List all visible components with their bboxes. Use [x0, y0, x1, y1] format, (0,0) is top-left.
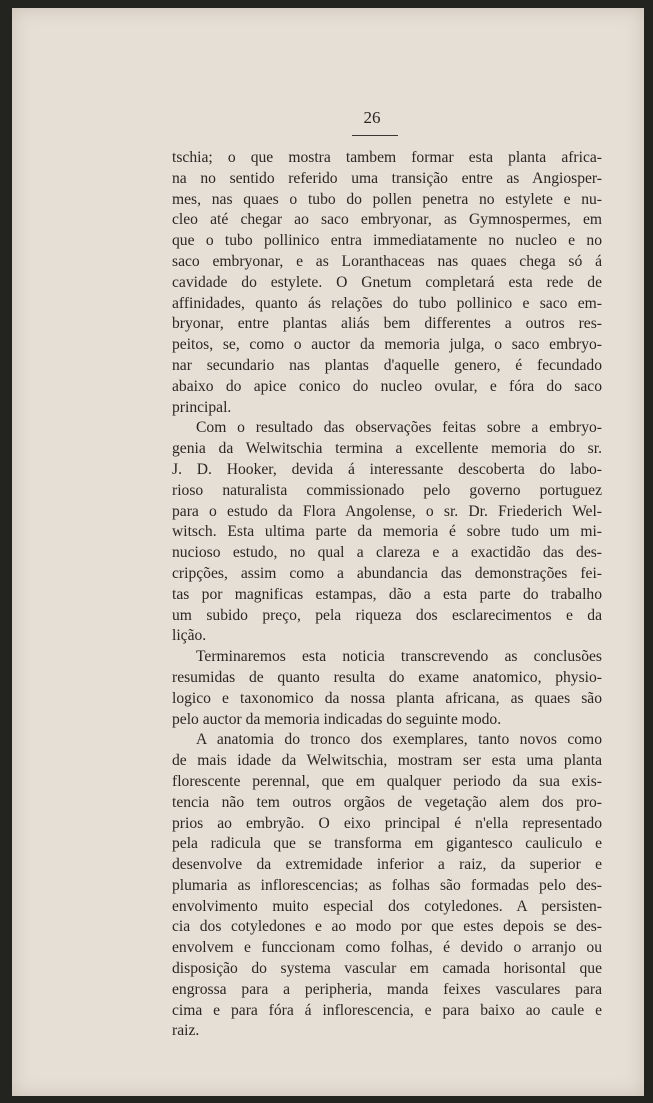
text-line: pela radicula que se transforma em gigantesco cauliculo e — [172, 835, 602, 853]
text-line: nucioso estudo, no qual a clareza e a exactidão das des- — [172, 544, 602, 562]
text-line: peitos, se, como o auctor da memoria julga, o saco embryo- — [172, 336, 602, 354]
text-line: witsch. Esta ultima parte da memoria é sobre tudo um mi- — [172, 523, 602, 541]
text-line: um subido preço, pela riqueza dos esclarecimentos e da — [172, 606, 602, 624]
page-number: 26 — [363, 108, 381, 127]
text-line: logico e taxonomico da nossa planta africana, as quaes são — [172, 689, 602, 707]
text-line: mes, nas quaes o tubo do pollen penetra no estylete e nu- — [172, 190, 602, 208]
text-line: nar secundario nas plantas d'aquelle genero, é fecundado — [172, 356, 602, 374]
text-line: Com o resultado das observações feitas sobre a embryo- — [196, 419, 602, 437]
page-number-rule — [352, 135, 398, 136]
text-line: principal. — [172, 398, 232, 416]
text-line: cavidade do estylete. O Gnetum completará esta rede de — [172, 273, 602, 291]
paragraph — [172, 730, 602, 1042]
book-page — [12, 8, 644, 1096]
text-line: bryonar, entre plantas aliás bem differentes a outros res- — [172, 315, 602, 333]
text-line: cima e para fóra á inflorescencia, e para baixo ao caule e — [172, 1001, 602, 1019]
text-line: Terminaremos esta noticia transcrevendo as conclusões — [196, 648, 602, 666]
paragraph — [172, 418, 602, 647]
body-text — [172, 148, 602, 1042]
text-line: J. D. Hooker, devida á interessante descoberta do labo- — [172, 460, 602, 478]
text-line: que o tubo pollinico entra immediatamente no nucleo e no — [172, 232, 602, 250]
paragraph — [172, 647, 602, 730]
text-line: desenvolve da extremidade inferior a raiz, da superior e — [172, 856, 602, 874]
text-line: envolvimento muito especial dos cotyledones. A persisten- — [172, 897, 602, 915]
text-line: tschia; o que mostra tambem formar esta planta africa- — [172, 149, 602, 166]
text-line: A anatomia do tronco dos exemplares, tanto novos como — [196, 731, 602, 749]
text-line: cripções, assim como a abundancia das demonstrações fei- — [172, 564, 602, 582]
text-line: tas por magnificas estampas, dão a esta parte do trabalho — [172, 585, 602, 603]
text-line: genia da Welwitschia termina a excellente memoria do sr. — [172, 440, 602, 458]
text-line: florescente perennal, que em qualquer periodo da sua exis- — [172, 772, 602, 790]
text-line: para o estudo da Flora Angolense, o sr. Dr. Friederich Wel- — [172, 502, 602, 520]
text-line: lição. — [172, 627, 207, 645]
text-line: cleo até chegar ao saco embryonar, as Gymnospermes, em — [172, 211, 602, 229]
paragraph — [172, 148, 602, 418]
text-line: rioso naturalista commissionado pelo governo portuguez — [172, 481, 602, 499]
text-line: pelo auctor da memoria indicadas do seguinte modo. — [172, 710, 502, 728]
text-line: cia dos cotyledones e ao modo por que estes depois se des- — [172, 918, 602, 936]
text-line: disposição do systema vascular em camada horisontal que — [172, 960, 602, 978]
text-line: na no sentido referido uma transição entre as Angiosper- — [172, 169, 602, 187]
text-line: plumaria as inflorescencias; as folhas são formadas pelo des- — [172, 876, 602, 894]
text-line: abaixo do apice conico do nucleo ovular, e fóra do saco — [172, 377, 602, 395]
text-line: de mais idade da Welwitschia, mostram ser esta uma planta — [172, 752, 602, 770]
text-line: tencia não tem outros orgãos de vegetação alem dos pro- — [172, 793, 602, 811]
text-line: engrossa para a peripheria, manda feixes vasculares para — [172, 980, 602, 998]
text-line: saco embryonar, e as Loranthaceas nas quaes chega só á — [172, 252, 602, 270]
text-line: resumidas de quanto resulta do exame anatomico, physio- — [172, 668, 602, 686]
text-line: prios ao embryão. O eixo principal é n'ella representado — [172, 814, 602, 832]
text-line: affinidades, quanto ás relações do tubo pollinico e saco em- — [172, 294, 602, 312]
text-line: envolvem e funccionam como folhas, é devido o arranjo ou — [172, 939, 602, 957]
text-line: raiz. — [172, 1022, 200, 1040]
